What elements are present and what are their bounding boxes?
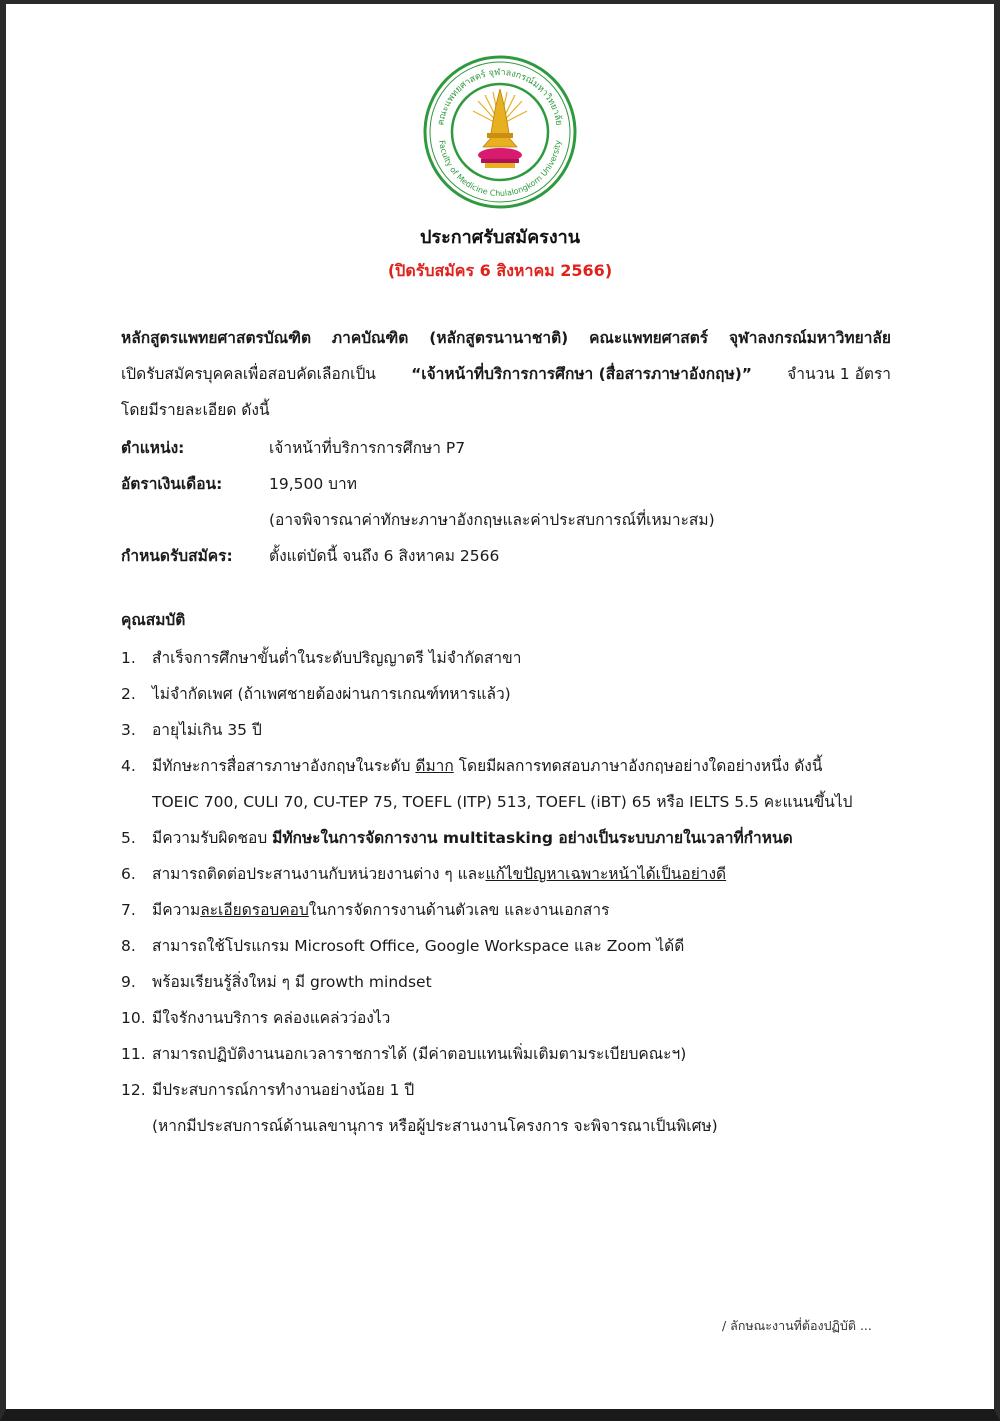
page-title: ประกาศรับสมัครงาน xyxy=(419,227,581,248)
list-item: 5. มีความรับผิดชอบ มีทักษะในการจัดการงาน multitasking อย่างเป็นระบบภายในเวลาที่กำหนด xyxy=(121,829,793,847)
underlined-emphasis: ละเอียดรอบคอบ xyxy=(200,901,309,919)
closing-date-subtitle: (ปิดรับสมัคร 6 สิงหาคม 2566) xyxy=(387,261,613,280)
list-item: 7. มีความละเอียดรอบคอบในการจัดการงานด้านตัวเลข และงานเอกสาร xyxy=(121,901,610,919)
list-item: 4. มีทักษะการสื่อสารภาษาอังกฤษในระดับ ดีมาก โดยมีผลการทดสอบภาษาอังกฤษอย่างใดอย่างหนึ่ง ดังนี้ xyxy=(121,757,823,775)
intro-paragraph xyxy=(121,320,891,428)
qualifications-list xyxy=(121,640,901,1144)
underlined-emphasis: ดีมาก xyxy=(415,757,454,775)
salary-value: 19,500 บาท xyxy=(269,475,357,493)
list-item: 8. สามารถใช้โปรแกรม Microsoft Office, Google Workspace และ Zoom ได้ดี xyxy=(121,937,685,955)
salary-label: อัตราเงินเดือน: xyxy=(121,475,223,493)
list-item: 10. มีใจรักงานบริการ คล่องแคล่วว่องไว xyxy=(121,1009,391,1027)
qualifications-heading: คุณสมบัติ xyxy=(121,611,186,629)
underlined-emphasis: แก้ไขปัญหาเฉพาะหน้าได้เป็นอย่างดี xyxy=(485,865,727,883)
deadline-value: ตั้งแต่บัดนี้ จนถึง 6 สิงหาคม 2566 xyxy=(269,547,500,565)
bold-emphasis: มีทักษะในการจัดการงาน multitasking อย่างเป็นระบบภายในเวลาที่กำหนด xyxy=(272,829,793,847)
list-item-continuation: (หากมีประสบการณ์ด้านเลขานุการ หรือผู้ประสานงานโครงการ จะพิจารณาเป็นพิเศษ) xyxy=(152,1117,718,1135)
seal-text-top: คณะแพทยศาสตร์ จุฬาลงกรณ์มหาวิทยาลัย xyxy=(436,67,564,127)
list-item: 2. ไม่จำกัดเพศ (ถ้าเพศชายต้องผ่านการเกณฑ์ทหารแล้ว) xyxy=(121,685,511,703)
list-item: 6. สามารถติดต่อประสานงานกับหน่วยงานต่าง ๆ และแก้ไขปัญหาเฉพาะหน้าได้เป็นอย่างดี xyxy=(121,865,727,883)
list-item: 11. สามารถปฏิบัติงานนอกเวลาราชการได้ (มีค่าตอบแทนเพิ่มเติมตามระเบียบคณะฯ) xyxy=(121,1045,687,1063)
intro-line-2: เปิดรับสมัครบุคคลเพื่อสอบคัดเลือกเป็น “เจ้าหน้าที่บริการการศึกษา (สื่อสารภาษาอังกฤษ)” จำนวน 1 อัตรา xyxy=(121,356,891,392)
faculty-seal-logo xyxy=(423,55,577,209)
seal-text-bottom: Faculty of Medicine Chulalongkorn University xyxy=(437,139,563,199)
list-item-continuation: TOEIC 700, CULI 70, CU-TEP 75, TOEFL (ITP) 513, TOEFL (iBT) 65 หรือ IELTS 5.5 คะแนนขึ้นไป xyxy=(152,793,853,811)
list-item: 1. สำเร็จการศึกษาขั้นต่ำในระดับปริญญาตรี ไม่จำกัดสาขา xyxy=(121,649,522,667)
salary-note: (อาจพิจารณาค่าทักษะภาษาอังกฤษและค่าประสบการณ์ที่เหมาะสม) xyxy=(269,511,715,529)
intro-line-1: หลักสูตรแพทยศาสตรบัณฑิต ภาคบัณฑิต (หลักสูตรนานาชาติ) คณะแพทยศาสตร์ จุฬาลงกรณ์มหาวิทยาลัย xyxy=(121,329,891,347)
list-item: 12. มีประสบการณ์การทำงานอย่างน้อย 1 ปี xyxy=(121,1081,415,1099)
list-item: 3. อายุไม่เกิน 35 ปี xyxy=(121,721,262,739)
intro-line-3: โดยมีรายละเอียด ดังนี้ xyxy=(121,401,270,419)
position-value: เจ้าหน้าที่บริการการศึกษา P7 xyxy=(269,439,466,457)
list-item: 9. พร้อมเรียนรู้สิ่งใหม่ ๆ มี growth mindset xyxy=(121,973,432,991)
job-position-name: “เจ้าหน้าที่บริการการศึกษา (สื่อสารภาษาอังกฤษ)” xyxy=(411,365,752,383)
deadline-label: กำหนดรับสมัคร: xyxy=(121,547,233,565)
continued-footer-note: / ลักษณะงานที่ต้องปฏิบัติ ... xyxy=(722,1318,872,1333)
position-label: ตำแหน่ง: xyxy=(121,439,185,457)
